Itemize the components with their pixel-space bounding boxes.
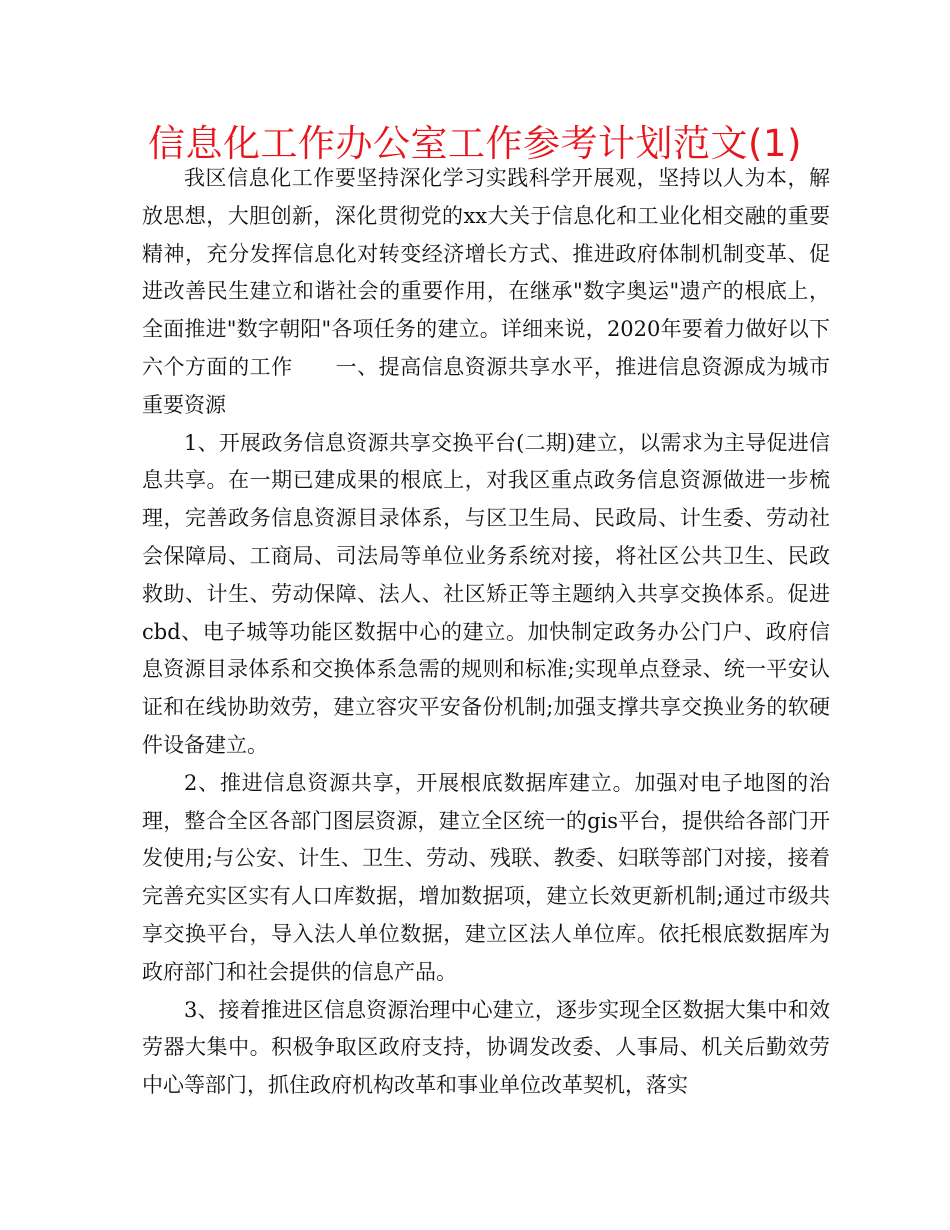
paragraph-intro: 我区信息化工作要坚持深化学习实践科学开展观，坚持以人为本，解放思想，大胆创新，深化贯彻党的xx大关于信息化和工业化相交融的重要精神，充分发挥信息化对转变经济增长方式、推进政府体制机制变革、促进改善民生建立和谐社会的重要作用，在继承"数字奥运"遗产的根底上，全面推进"数字朝阳"各项任务的建立。详细来说，2020年要着力做好以下六个方面的工作 一、提高信息资源共享水平，推进信息资源成为城市重要资源 <box>142 166 830 417</box>
paragraph-item-3: 3、接着推进区信息资源治理中心建立，逐步实现全区数据大集中和效劳器大集中。积极争取区政府支持，协调发改委、人事局、机关后勤效劳中心等部门，抓住政府机构改革和事业单位改革契机，落实 <box>142 997 830 1098</box>
paragraph-item-2: 2、推进信息资源共享，开展根底数据库建立。加强对电子地图的治理，整合全区各部门图层资源，建立全区统一的gis平台，提供给各部门开发使用;与公安、计生、卫生、劳动、残联、教委、妇联等部门对接，接着完善充实区实有人口库数据，增加数据项，建立长效更新机制;通过市级共享交换平台，导入法人单位数据，建立区法人单位库。依托根底数据库为政府部门和社会提供的信息产品。 <box>142 770 830 984</box>
document-body <box>142 160 830 1105</box>
document-title: 信息化工作办公室工作参考计划范文(1) <box>148 122 802 165</box>
paragraph-item-1: 1、开展政务信息资源共享交换平台(二期)建立，以需求为主导促进信息共享。在一期已建成果的根底上，对我区重点政务信息资源做进一步梳理，完善政务信息资源目录体系，与区卫生局、民政局、计生委、劳动社会保障局、工商局、司法局等单位业务系统对接，将社区公共卫生、民政救助、计生、劳动保障、法人、社区矫正等主题纳入共享交换体系。促进cbd、电子城等功能区数据中心的建立。加快制定政务办公门户、政府信息资源目录体系和交换体系急需的规则和标准;实现单点登录、统一平安认证和在线协助效劳，建立容灾平安备份机制;加强支撑共享交换业务的软硬件设备建立。 <box>142 430 830 757</box>
